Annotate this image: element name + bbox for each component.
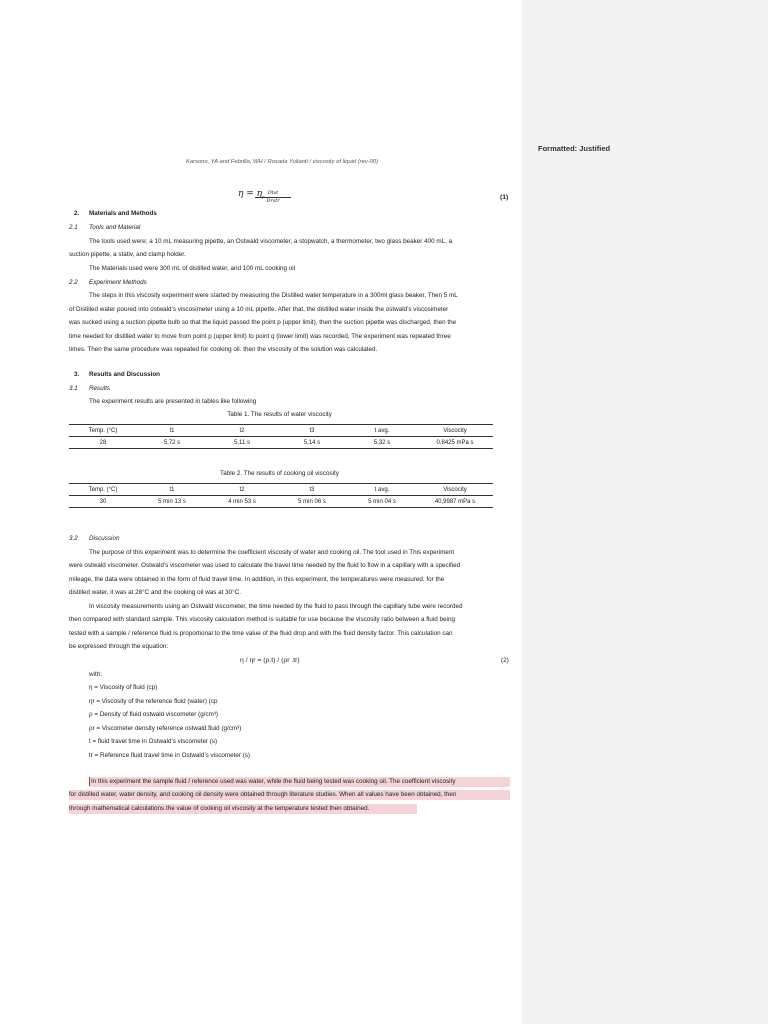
subsection-2-2-title: Experiment Methods: [89, 279, 147, 286]
equation-1-sub: r: [262, 194, 265, 201]
section-3-number: 3.: [74, 371, 80, 378]
definition-line: ρ = Density of fluid ostwald viscometer (g/cm³): [89, 711, 219, 718]
table-cell: 5,32 s: [347, 437, 417, 449]
table-header-cell: t avg.: [347, 425, 417, 437]
paragraph-line: In viscosity measurements using an Ostwald viscometer, the time needed by the fluid to pass through the capillary tube were recorded: [89, 603, 463, 610]
subsection-2-1-title: Tools and Material: [89, 224, 141, 231]
equation-2-number: (2): [501, 657, 509, 664]
table-cell: 5 min 04 s: [347, 496, 417, 508]
table-cell: 40,9987 mPa s: [417, 496, 493, 508]
paragraph-line: The experiment results are presented in tables like following: [89, 398, 257, 405]
table-1-caption: Table 1. The results of water viscocity: [227, 411, 332, 418]
paragraph-line: of Distilled water poured into ostwald’s viscosimeter using a 10 mL pipette. After that, the distilled water inside the ostwald’s viscosimeter: [69, 306, 449, 313]
table-header-cell: t2: [207, 425, 277, 437]
table-cell: 28: [69, 437, 137, 449]
formatted-comment-label[interactable]: Formatted: Justified: [538, 144, 611, 153]
table-cell: 5,72 s: [137, 437, 207, 449]
table-header-cell: t3: [277, 425, 347, 437]
definition-line: ρr = Viscometer density reference ostwald fluid (g/cm³): [89, 725, 242, 732]
highlighted-paragraph-line[interactable]: In this experiment the sample fluid / reference used was water, while the fluid being tested was cooking oil. The coefficient viscosity: [91, 778, 456, 785]
equation-1-fraction: [255, 190, 291, 205]
paragraph-line: time needed for distilled water to move from point p (upper limit) to point q (lower limit) was recorded, The experiment was repeated three: [69, 333, 451, 340]
table-cell: 5,14 s: [277, 437, 347, 449]
table-header-cell: Temp. (°C): [69, 425, 137, 437]
equation-1-number: (1): [500, 194, 509, 201]
definition-line: η = Viscosity of fluid (cp): [89, 684, 158, 691]
section-2-title: Materials and Methods: [89, 210, 157, 217]
section-3-title: Results and Discussion: [89, 371, 161, 378]
table-cell: 5 min 13 s: [137, 496, 207, 508]
table-2: [69, 483, 493, 508]
subsection-3-2-number: 3.2: [69, 535, 78, 542]
highlighted-paragraph-line[interactable]: for distilled water, water density, and cooking oil density were obtained through literature studies. When all values have been obtained, then: [69, 791, 457, 798]
table-header-cell: t2: [207, 484, 277, 496]
subsection-3-2-title: Discussion: [89, 535, 120, 542]
paragraph-line: was sucked using a suction pipette bulb so that the liquid passed the point p (upper limit), then the suction pipette was discharged, then the: [69, 319, 457, 326]
paragraph-line: distilled water, it was at 28°C and the cooking oil was at 30°C.: [69, 589, 241, 596]
table-header-cell: t1: [137, 484, 207, 496]
subsection-3-1-title: Results: [89, 385, 110, 392]
table-cell: 5 min 06 s: [277, 496, 347, 508]
paragraph-line: then compared with standard sample. This viscosity calculation method is suitable for use because the viscosity ratio between a fluid being: [69, 616, 455, 623]
paragraph-line: times. Then the same procedure was repeated for cooking oil. then the viscosity of the solution was calculated.: [69, 346, 378, 353]
definition-line: tr = Reference fluid travel time in Ostwald’s viscometer (s): [89, 752, 251, 759]
paragraph-line: tested with a sample / reference fluid is proportional to the time value of the fluid drop and with the fluid density factor. This calculation can: [69, 630, 453, 637]
table-header-cell: t avg.: [347, 484, 417, 496]
table-header-cell: Viscocity: [417, 484, 493, 496]
paragraph-line: be expressed through the equation:: [69, 643, 169, 650]
table-header-cell: t1: [137, 425, 207, 437]
subsection-2-2-number: 2.2: [69, 279, 78, 286]
table-row: [69, 437, 493, 449]
table-header-cell: Viscocity: [417, 425, 493, 437]
equation-1-eta: η = η: [238, 189, 263, 199]
definition-line: t = fluid travel time in Ostwald’s viscometer (s): [89, 738, 218, 745]
equation-1-denominator: Drstr: [266, 198, 280, 204]
table-cell: 0.8425 mPa s: [417, 437, 493, 449]
definition-line: ηr = Viscosity of the reference fluid (water) (cp: [89, 698, 218, 705]
section-2-number: 2.: [74, 210, 80, 217]
paragraph-line: The tools used were; a 10 mL measuring pipette, an Ostwald viscometer, a stopwatch, a thermometer, two glass beaker 400 mL, a: [89, 238, 453, 245]
table-cell: 5,11 s: [207, 437, 277, 449]
table-header-cell: Temp. (°C): [69, 484, 137, 496]
table-1: [69, 424, 493, 449]
subsection-2-1-number: 2.1: [69, 224, 78, 231]
paragraph-line: mileage, the data were obtained in the form of fluid travel time. In addition, in this experiment, the temperatures were measured. for the: [69, 576, 445, 583]
equation-2: η / ηr = (ρ.t) / (ρr .tr): [240, 657, 300, 664]
paragraph-line: The Materials used were 300 mL of distilled water, and 100 mL cooking oil: [89, 265, 296, 272]
paragraph-line: The steps in this viscosity experiment were started by measuring the Distilled water temperature in a 300ml glass beaker, Then 5 mL: [89, 292, 458, 299]
text-cursor: [89, 777, 90, 786]
paragraph-line: The purpose of this experiment was to determine the coefficient viscosity of water and cooking oil. The tool used in This experiment: [89, 549, 455, 556]
table-row: [69, 496, 493, 508]
paragraph-line: were ostwald viscometer. Ostwald’s viscometer was used to calculate the travel time needed by the fluid to flow in a capillary with a specified: [69, 562, 461, 569]
with-label: with:: [89, 671, 102, 678]
paragraph-line: suction pipette, a stativ, and clamp holder.: [69, 251, 186, 258]
running-header: Karsono, YA and Febrilla, WH / Rosada Yulianti / viscosity of liquid (rev-00): [186, 159, 379, 165]
equation-1-numerator: Dtst: [255, 190, 291, 198]
table-2-caption: Table 2. The results of cooking oil viscosity: [220, 470, 339, 477]
subsection-3-1-number: 3.1: [69, 385, 78, 392]
highlighted-paragraph-line[interactable]: through mathematical calculations the value of cooking oil viscosity at the temperature tested then obtained.: [69, 805, 370, 812]
table-header-cell: t3: [277, 484, 347, 496]
comment-margin-pane: [522, 0, 768, 1024]
table-cell: 30: [69, 496, 137, 508]
table-cell: 4 min 53 s: [207, 496, 277, 508]
